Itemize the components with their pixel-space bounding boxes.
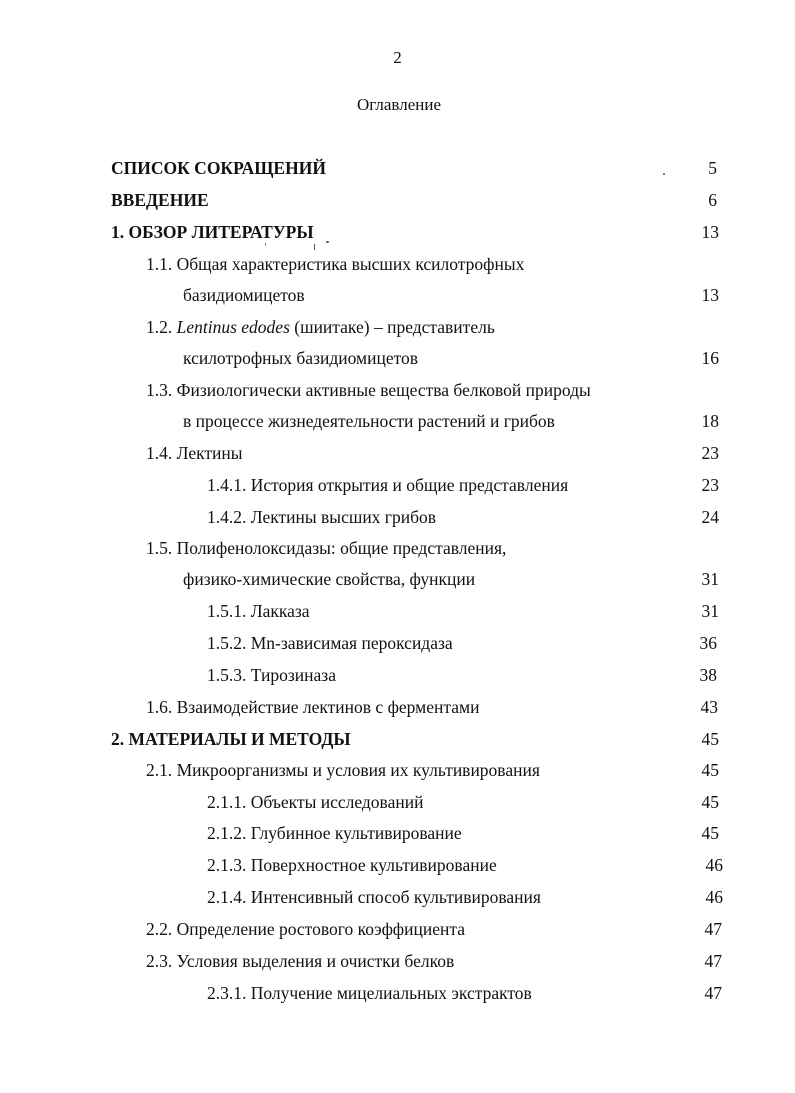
- toc-entry-label: 1.5. Полифенолоксидазы: общие представления,: [146, 538, 507, 558]
- toc-entry-1-4-2: [0, 504, 795, 530]
- toc-entry-label: ВВЕДЕНИЕ: [111, 190, 209, 210]
- toc-entry-label: [146, 314, 495, 340]
- toc-entry-label: 1.6. Взаимодействие лектинов с ферментами: [146, 697, 480, 717]
- toc-entry-number: 1.2.: [146, 317, 177, 337]
- toc-entry-page: 36: [699, 633, 717, 653]
- toc-entry-2-1-3: [0, 852, 795, 878]
- toc-entry-label: 2.1.4. Интенсивный способ культивирования: [207, 887, 541, 907]
- toc-entry-page: 6: [708, 190, 717, 210]
- toc-entry-page: 23: [701, 443, 719, 463]
- toc-entry-species-name: Lentinus edodes: [176, 317, 290, 337]
- toc-entry-label: базидиомицетов: [183, 285, 305, 305]
- toc-entry-1-4: [0, 440, 795, 466]
- toc-entry-label: 2.1. Микроорганизмы и условия их культивирования: [146, 760, 540, 780]
- toc-entry-page: 18: [701, 411, 719, 431]
- toc-entry-page: 13: [701, 222, 719, 242]
- toc-entry-label: 1.4.1. История открытия и общие представления: [207, 475, 569, 495]
- toc-entry-page: 45: [701, 760, 719, 780]
- toc-entry-2-1-1: [0, 789, 795, 815]
- toc-entry-1-1: [0, 251, 795, 277]
- toc-entry-label: 2.2. Определение ростового коэффициента: [146, 919, 466, 939]
- toc-entry-page: 47: [704, 983, 722, 1003]
- toc-entry-1-1-cont: [0, 282, 795, 308]
- toc-entry-label: 2.3. Условия выделения и очистки белков: [146, 951, 455, 971]
- toc-entry-page: 38: [699, 665, 717, 685]
- toc-title: Оглавление: [357, 95, 441, 114]
- toc-entry-label: 1.4.2. Лектины высших грибов: [207, 507, 437, 527]
- toc-entry-label: СПИСОК СОКРАЩЕНИЙ: [111, 158, 326, 178]
- toc-entry-label: 1.5.3. Тирозиназа: [207, 665, 336, 685]
- toc-entry-page: 31: [701, 601, 719, 621]
- toc-entry-label: ксилотрофных базидиомицетов: [183, 348, 419, 368]
- toc-entry-2-1: [0, 757, 795, 783]
- toc-entry-introduction: [0, 187, 795, 213]
- toc-entry-label: физико-химические свойства, функции: [183, 569, 476, 589]
- toc-entry-page: 31: [701, 569, 719, 589]
- toc-entry-1-2: [0, 314, 795, 340]
- toc-entry-page: 47: [704, 919, 722, 939]
- toc-entry-label-rest: (шиитаке) – представитель: [289, 317, 495, 337]
- toc-entry-page: 24: [701, 507, 719, 527]
- scan-speck: [265, 243, 266, 246]
- toc-entry-page: 45: [701, 792, 719, 812]
- toc-entry-1-4-1: [0, 472, 795, 498]
- toc-entry-2-1-2: [0, 820, 795, 846]
- toc-entry-page: 45: [701, 729, 719, 749]
- toc-entry-page: 45: [701, 823, 719, 843]
- toc-entry-label: 2.3.1. Получение мицелиальных экстрактов: [207, 983, 532, 1003]
- toc-entry-page: 5: [708, 158, 717, 178]
- toc-entry-label: 1.4. Лектины: [146, 443, 243, 463]
- toc-entry-label: 1.3. Физиологически активные вещества белковой природы: [146, 380, 591, 400]
- toc-entry-1-5-cont: [0, 566, 795, 592]
- toc-entry-label: 2.1.1. Объекты исследований: [207, 792, 424, 812]
- toc-entry-1-6: [0, 694, 795, 720]
- toc-entry-chapter-2: [0, 726, 795, 752]
- toc-entry-abbreviations: [0, 155, 795, 181]
- toc-entry-chapter-1: [0, 219, 795, 245]
- toc-entry-label: 2.1.3. Поверхностное культивирование: [207, 855, 497, 875]
- toc-entry-2-2: [0, 916, 795, 942]
- toc-entry-page: 46: [705, 855, 723, 875]
- toc-entry-label: 1. ОБЗОР ЛИТЕРАТУРЫ: [111, 222, 314, 242]
- toc-entry-1-5-1: [0, 598, 795, 624]
- toc-entry-label: 2. МАТЕРИАЛЫ И МЕТОДЫ: [111, 729, 351, 749]
- scan-speck: [314, 244, 315, 250]
- toc-entry-1-5: [0, 535, 795, 561]
- page-number: 2: [393, 48, 402, 67]
- toc-entry-1-3: [0, 377, 795, 403]
- toc-entry-page: 43: [700, 697, 718, 717]
- toc-entry-label: 1.5.1. Лакказа: [207, 601, 310, 621]
- toc-entry-2-3: [0, 948, 795, 974]
- toc-entry-2-1-4: [0, 884, 795, 910]
- toc-entry-1-5-3: [0, 662, 795, 688]
- toc-entry-label: 1.5.2. Mn-зависимая пероксидаза: [207, 633, 453, 653]
- scan-speck: [663, 173, 665, 175]
- toc-entry-page: 46: [705, 887, 723, 907]
- toc-entry-label: 1.1. Общая характеристика высших ксилотрофных: [146, 254, 525, 274]
- scan-speck: [326, 241, 329, 243]
- toc-entry-1-2-cont: [0, 345, 795, 371]
- toc-entry-page: 23: [701, 475, 719, 495]
- toc-entry-label: 2.1.2. Глубинное культивирование: [207, 823, 462, 843]
- toc-entry-1-3-cont: [0, 408, 795, 434]
- toc-entry-page: 47: [704, 951, 722, 971]
- toc-entry-2-3-1: [0, 980, 795, 1006]
- toc-entry-page: 13: [701, 285, 719, 305]
- toc-entry-1-5-2: [0, 630, 795, 656]
- toc-entry-page: 16: [701, 348, 719, 368]
- toc-entry-label: в процессе жизнедеятельности растений и грибов: [183, 411, 555, 431]
